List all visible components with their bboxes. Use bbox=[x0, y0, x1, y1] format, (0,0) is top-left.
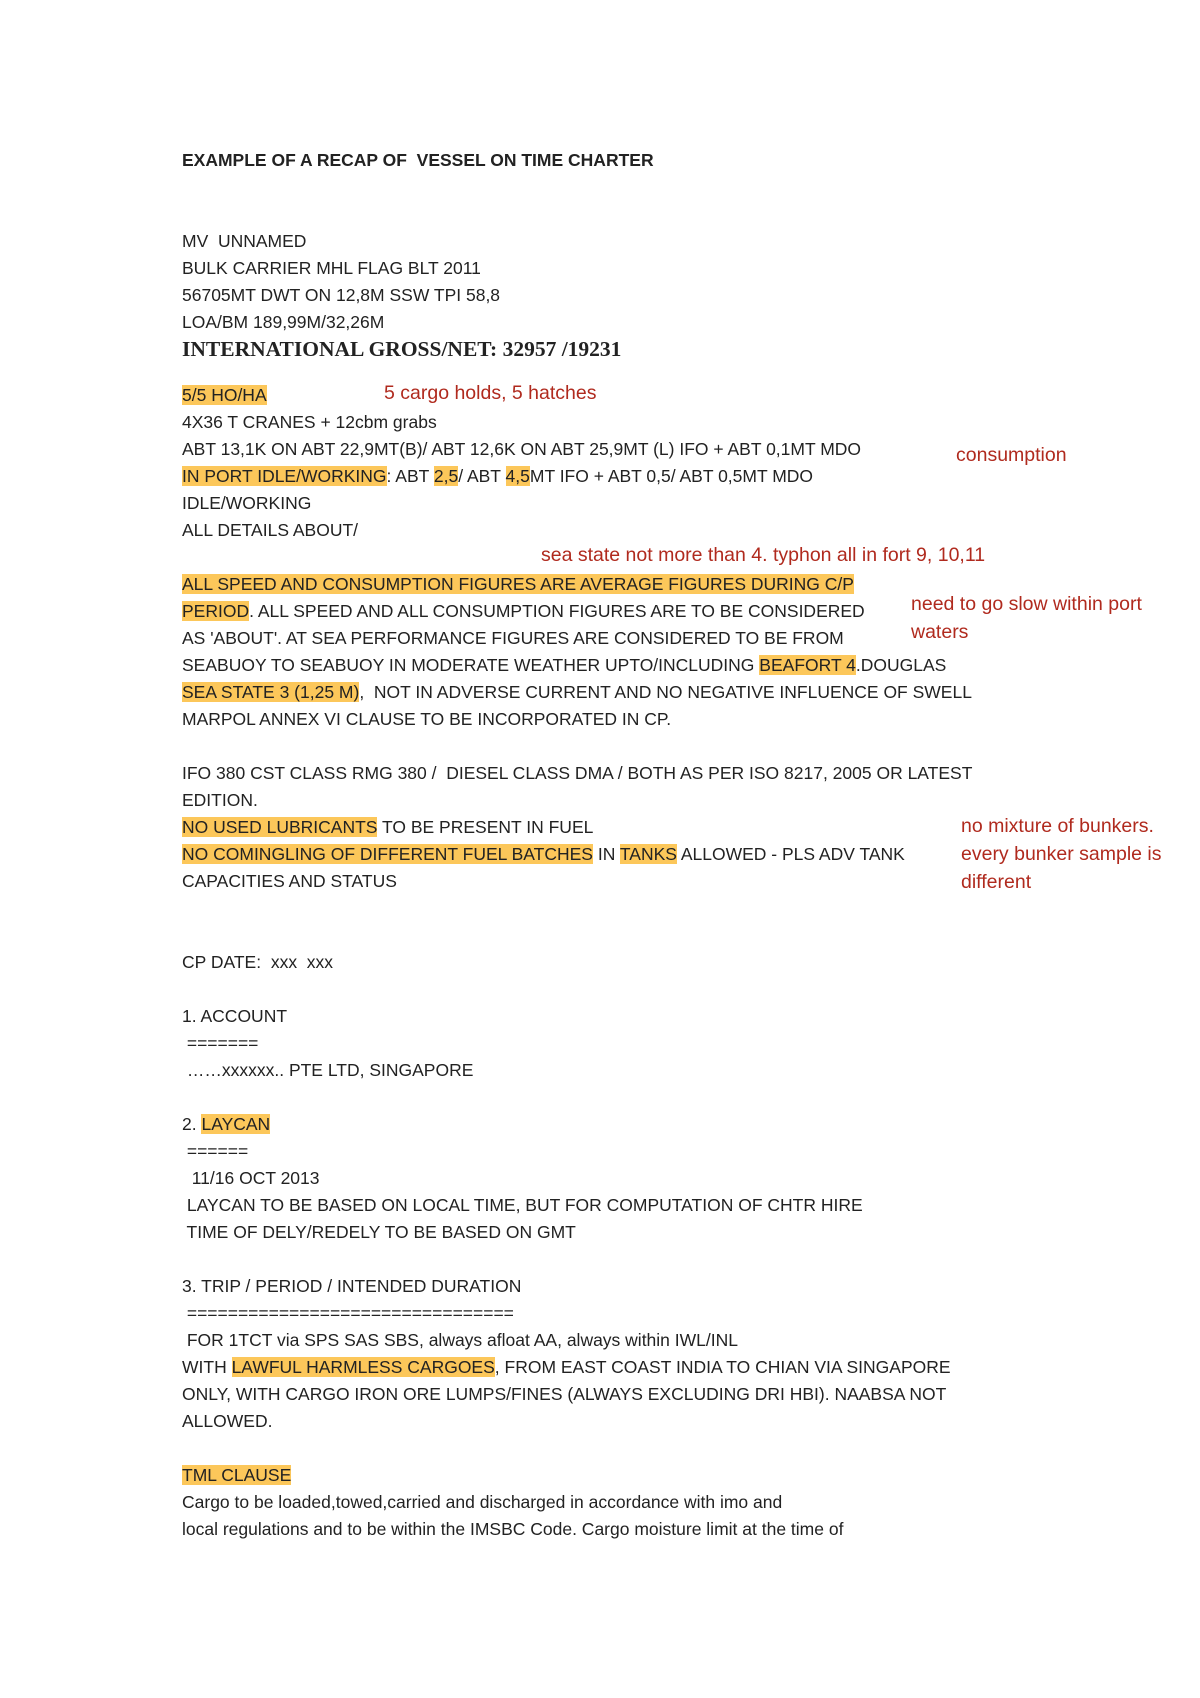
tml-clause-highlight: TML CLAUSE bbox=[182, 1465, 292, 1485]
laycan-note-2: TIME OF DELY/REDELY TO BE BASED ON GMT bbox=[182, 1222, 576, 1242]
sea-state-highlight: SEA STATE 3 (1,25 M) bbox=[182, 682, 360, 702]
trip-line-4: ALLOWED. bbox=[182, 1411, 273, 1431]
fuel-line-3 bbox=[182, 815, 593, 839]
fuel-line-4 bbox=[182, 842, 905, 866]
vessel-holds: 5/5 HO/HA bbox=[182, 385, 267, 405]
tml-line-2: local regulations and to be within the IMSBC Code. Cargo moisture limit at the time of bbox=[182, 1519, 844, 1539]
tml-heading-line bbox=[182, 1463, 291, 1487]
fuel-text-4: IN bbox=[592, 844, 620, 864]
laycan-dates: 11/16 OCT 2013 bbox=[182, 1168, 320, 1188]
trip-rule: ================================ bbox=[182, 1303, 514, 1323]
vessel-loa: LOA/BM 189,99M/32,26M bbox=[182, 312, 385, 332]
port-value-2: 4,5 bbox=[505, 466, 530, 486]
vessel-cranes: 4X36 T CRANES + 12cbm grabs bbox=[182, 412, 437, 432]
tml-line-1: Cargo to be loaded,towed,carried and discharged in accordance with imo and bbox=[182, 1492, 783, 1512]
laycan-note-1: LAYCAN TO BE BASED ON LOCAL TIME, BUT FOR COMPUTATION OF CHTR HIRE bbox=[182, 1195, 863, 1215]
fuel-text-5: ALLOWED - PLS ADV TANK bbox=[676, 844, 905, 864]
port-value-1: 2,5 bbox=[433, 466, 459, 486]
consumption-port-line bbox=[182, 464, 813, 488]
port-text-3: MT IFO + ABT 0,5/ ABT 0,5MT MDO bbox=[529, 466, 814, 486]
idle-working: IDLE/WORKING bbox=[182, 493, 312, 513]
vessel-type-flag: BULK CARRIER MHL FLAG BLT 2011 bbox=[182, 258, 481, 278]
beafort-highlight: BEAFORT 4 bbox=[759, 655, 856, 675]
document-title: EXAMPLE OF A RECAP OF VESSEL ON TIME CHARTER bbox=[182, 150, 654, 170]
performance-text-4: SEABUOY TO SEABUOY IN MODERATE WEATHER UPTO/INCLUDING bbox=[182, 655, 760, 675]
marpol-clause: MARPOL ANNEX VI CLAUSE TO BE INCORPORATED IN CP. bbox=[182, 709, 672, 729]
annotation-bunkers-1: no mixture of bunkers. bbox=[961, 815, 1154, 837]
performance-line-3: AS 'ABOUT'. AT SEA PERFORMANCE FIGURES ARE CONSIDERED TO BE FROM bbox=[182, 628, 844, 648]
vessel-name: MV UNNAMED bbox=[182, 231, 307, 251]
performance-line-2 bbox=[182, 599, 865, 623]
laycan-number: 2. bbox=[182, 1114, 202, 1134]
annotation-bunkers-2: every bunker sample is bbox=[961, 843, 1162, 865]
fuel-line-1: IFO 380 CST CLASS RMG 380 / DIESEL CLASS DMA / BOTH AS PER ISO 8217, 2005 OR LATEST bbox=[182, 763, 973, 783]
fuel-line-5: CAPACITIES AND STATUS bbox=[182, 871, 397, 891]
account-heading: 1. ACCOUNT bbox=[182, 1006, 288, 1026]
trip-line-3: ONLY, WITH CARGO IRON ORE LUMPS/FINES (ALWAYS EXCLUDING DRI HBI). NAABSA NOT bbox=[182, 1384, 947, 1404]
port-idle-working: IN PORT IDLE/WORKING bbox=[182, 466, 387, 486]
trip-text-with: WITH bbox=[182, 1357, 232, 1377]
port-text-1: : ABT bbox=[386, 466, 434, 486]
performance-line-4 bbox=[182, 653, 946, 677]
douglas-text: .DOUGLAS bbox=[855, 655, 947, 675]
vessel-dwt: 56705MT DWT ON 12,8M SSW TPI 58,8 bbox=[182, 285, 501, 305]
performance-line-1 bbox=[182, 572, 854, 596]
annotation-bunkers-3: different bbox=[961, 871, 1032, 893]
vessel-tonnage: INTERNATIONAL GROSS/NET: 32957 /19231 bbox=[182, 337, 622, 361]
lawful-cargoes-highlight: LAWFUL HARMLESS CARGOES bbox=[231, 1357, 495, 1377]
annotation-port-waters-2: waters bbox=[911, 621, 969, 643]
laycan-highlight: LAYCAN bbox=[201, 1114, 271, 1134]
performance-text-2: . ALL SPEED AND ALL CONSUMPTION FIGURES ARE TO BE CONSIDERED bbox=[249, 601, 865, 621]
vessel-holds-line bbox=[182, 383, 267, 407]
performance-highlight-1: ALL SPEED AND CONSUMPTION FIGURES ARE AVERAGE FIGURES DURING C/P bbox=[182, 574, 854, 594]
fuel-line-2: EDITION. bbox=[182, 790, 258, 810]
performance-text-5: , NOT IN ADVERSE CURRENT AND NO NEGATIVE INFLUENCE OF SWELL bbox=[359, 682, 972, 702]
account-rule: ======= bbox=[182, 1033, 259, 1053]
annotation-consumption: consumption bbox=[956, 444, 1067, 466]
cp-date: CP DATE: xxx xxx bbox=[182, 952, 334, 972]
used-lubricants-highlight: NO USED LUBRICANTS bbox=[182, 817, 378, 837]
consumption-sea: ABT 13,1K ON ABT 22,9MT(B)/ ABT 12,6K ON ABT 25,9MT (L) IFO + ABT 0,1MT MDO bbox=[182, 439, 862, 459]
laycan-rule: ====== bbox=[182, 1141, 249, 1161]
all-details: ALL DETAILS ABOUT/ bbox=[182, 520, 359, 540]
annotation-port-waters-1: need to go slow within port bbox=[911, 593, 1142, 615]
annotation-sea-state: sea state not more than 4. typhon all in fort 9, 10,11 bbox=[541, 544, 986, 566]
fuel-text-3: TO BE PRESENT IN FUEL bbox=[377, 817, 594, 837]
trip-line-1: FOR 1TCT via SPS SAS SBS, always afloat AA, always within IWL/INL bbox=[182, 1330, 738, 1350]
trip-text-route: , FROM EAST COAST INDIA TO CHIAN VIA SINGAPORE bbox=[494, 1357, 951, 1377]
performance-line-5 bbox=[182, 680, 972, 704]
trip-heading: 3. TRIP / PERIOD / INTENDED DURATION bbox=[182, 1276, 522, 1296]
port-text-2: / ABT bbox=[458, 466, 506, 486]
tanks-highlight: TANKS bbox=[619, 844, 677, 864]
account-value: ……xxxxxx.. PTE LTD, SINGAPORE bbox=[182, 1060, 474, 1080]
comingling-highlight: NO COMINGLING OF DIFFERENT FUEL BATCHES bbox=[182, 844, 593, 864]
annotation-holds: 5 cargo holds, 5 hatches bbox=[384, 382, 597, 404]
laycan-heading bbox=[182, 1112, 270, 1136]
trip-line-2 bbox=[182, 1355, 951, 1379]
performance-period: PERIOD bbox=[182, 601, 250, 621]
